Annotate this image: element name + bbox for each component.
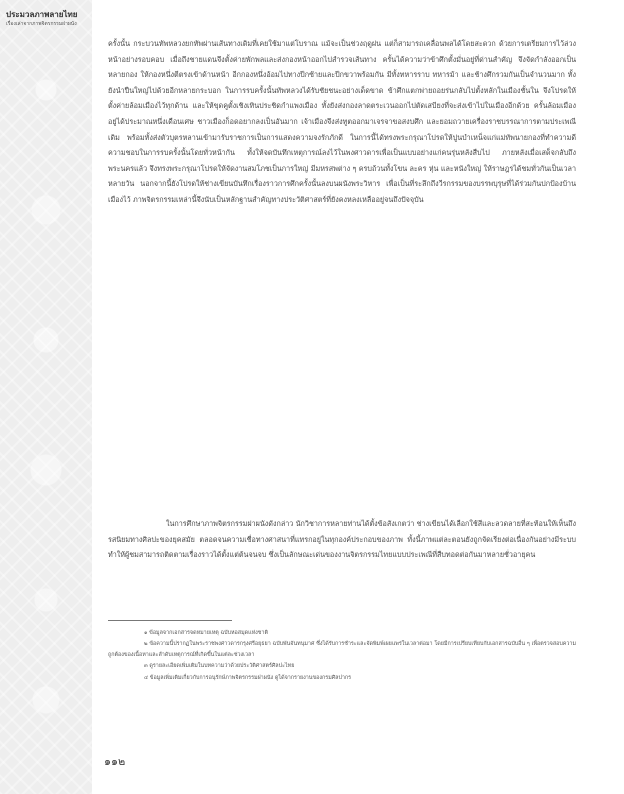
body-paragraph-1: ครั้งนั้น กระบวนทัพหลวงยกทัพผ่านเส้นทางเดิมที่เคยใช้มาแต่โบราณ แม้จะเป็นช่วงฤดูฝน แต่ก็สามารถเคลื่อนพลได้โดยสะดวก ด้วยการเตรียมการไว้ล่วงหน้าอย่างรอบคอบ เมื่อถึงชายแดนจึงตั้งค่ายพักพลและส่งกองหน้าออกไปสำรวจเส้นทาง ครั้นได้ความว่าข้าศึกตั้งมั่นอยู่ที่ด่านสำคัญ จึงจัดกำลังออกเป็นหลายกอง ให้กองหนึ่งตีตรงเข้าด้านหน้า อีกกองหนึ่งอ้อมไปทางปีกซ้ายและปีกขวาพร้อมกัน มีทั้งทหารราบ ทหารม้า และช้างศึกรวมกันเป็นจำนวนมาก ทั้งยังนำปืนใหญ่ไปด้วยอีกหลายกระบอก ในการรบครั้งนั้นทัพหลวงได้รับชัยชนะอย่างเด็ดขาด ข้าศึกแตกพ่ายถอยร่นกลับไปตั้งหลักในเมืองชั้นใน จึงโปรดให้ตั้งค่ายล้อมเมืองไว้ทุกด้าน และให้ขุดคูตั้งเชิงเทินประชิดกำแพงเมือง ทั้งยังส่งกองลาดตระเวนออกไปตัดเสบียงที่จะส่งเข้าไปในเมืองอีกด้วย ครั้นล้อมเมืองอยู่ได้ประมาณหนึ่งเดือนเศษ ชาวเมืองก็อดอยากลงเป็นอันมาก เจ้าเมืองจึงส่งทูตออกมาเจรจาขอสงบศึก และยอมถวายเครื่องราชบรรณาการตามประเพณีเดิม พร้อมทั้งส่งตัวบุตรหลานเข้ามารับราชการเป็นการแสดงความจงรักภักดี ในการนี้ได้ทรงพระกรุณาโปรดให้ปูนบำเหน็จแก่แม่ทัพนายกองที่ทำความดีความชอบในการรบครั้งนั้นโดยทั่วหน้ากัน ทั้งให้จดบันทึกเหตุการณ์ลงไว้ในพงศาวดารเพื่อเป็นแบบอย่างแก่คนรุ่นหลังสืบไป ภายหลังเมื่อเสด็จกลับถึงพระนครแล้ว จึงทรงพระกรุณาโปรดให้จัดงานสมโภชเป็นการใหญ่ มีมหรสพต่าง ๆ ครบถ้วนทั้งโขน ละคร หุ่น และหนังใหญ่ ให้ราษฎรได้ชมทั่วกันเป็นเวลาหลายวัน นอกจากนี้ยังโปรดให้ช่างเขียนบันทึกเรื่องราวการศึกครั้งนั้นลงบนผนังพระวิหาร เพื่อเป็นที่ระลึกถึงวีรกรรมของบรรพบุรุษที่ได้ร่วมกันปกป้องบ้านเมืองไว้ ภาพจิตรกรรมเหล่านี้จึงนับเป็นหลักฐานสำคัญทางประวัติศาสตร์ที่ยังคงหลงเหลืออยู่จนถึงปัจจุบัน: [108, 39, 576, 204]
running-header-title: ประมวลภาพลายไทย: [6, 10, 78, 19]
body-text-2: [108, 516, 576, 596]
footnote-divider: [108, 620, 232, 621]
page-number: ๑๑๒: [104, 755, 126, 768]
footnote-4: ๔ ข้อมูลเพิ่มเติมเกี่ยวกับการอนุรักษ์ภาพจิตรกรรมฝาผนัง ดูได้จากรายงานของกรมศิลปากร: [144, 674, 352, 681]
footnote-3: ๓ ดูรายละเอียดเพิ่มเติมในบทความว่าด้วยประวัติศาสตร์ศิลปะไทย: [144, 663, 295, 670]
footnote-2: ๒ ข้อความนี้ปรากฏในพระราชพงศาวดารกรุงศรีอยุธยา ฉบับพันจันทนุมาศ ซึ่งได้รับการชำระและจัดพิมพ์เผยแพร่ในเวลาต่อมา โดยมีการเปรียบเทียบกับเอกสารฉบับอื่น ๆ เพื่อตรวจสอบความถูกต้องของเนื้อหาและลำดับเหตุการณ์ที่เกิดขึ้นในแต่ละช่วงเวลา: [108, 641, 576, 658]
footnote-1: ๑ ข้อมูลจากเอกสารจดหมายเหตุ ฉบับหอสมุดแห่งชาติ: [144, 630, 268, 636]
footnotes: [108, 628, 576, 744]
running-header-subtitle: เรื่องเล่าจากภาพจิตรกรรมฝาผนัง: [6, 21, 77, 27]
body-text: [108, 36, 576, 512]
body-paragraph-2: ในการศึกษาภาพจิตรกรรมฝาผนังดังกล่าว นักวิชาการหลายท่านได้ตั้งข้อสังเกตว่า ช่างเขียนได้เลือกใช้สีและลวดลายที่สะท้อนให้เห็นถึงรสนิยมทางศิลปะของยุคสมัย ตลอดจนความเชื่อทางศาสนาที่แทรกอยู่ในทุกองค์ประกอบของภาพ ทั้งนี้ภาพแต่ละตอนยังถูกจัดเรียงต่อเนื่องกันอย่างมีระบบ ทำให้ผู้ชมสามารถติดตามเรื่องราวได้ตั้งแต่ต้นจนจบ ซึ่งเป็นลักษณะเด่นของงานจิตรกรรมไทยแบบประเพณีที่สืบทอดต่อกันมาหลายชั่วอายุคน: [108, 519, 576, 560]
decorative-margin-strip: [0, 0, 92, 794]
